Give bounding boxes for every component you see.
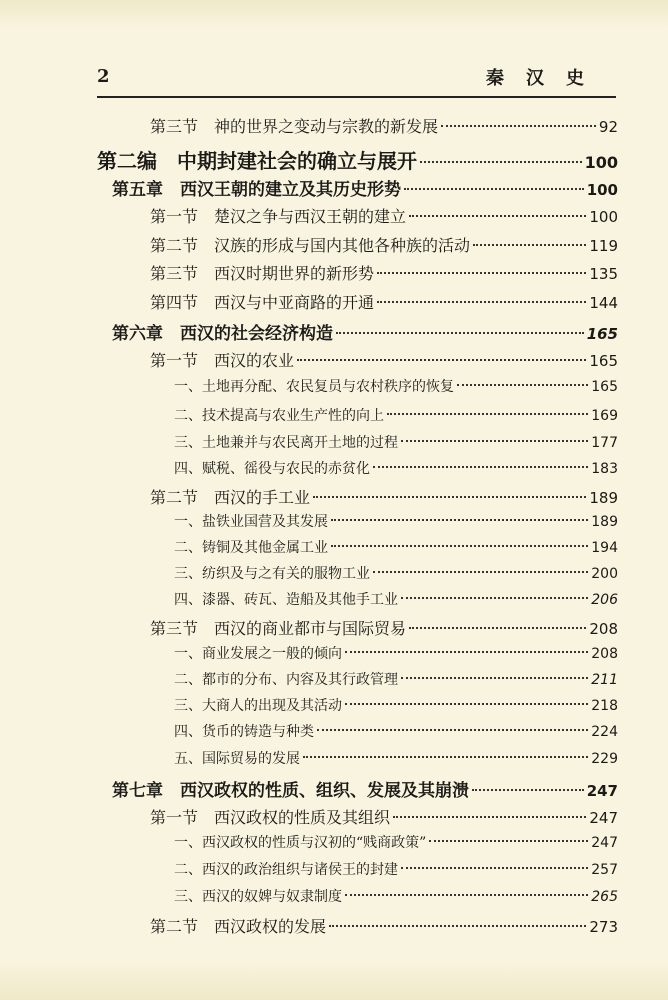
toc-entry-label: 二、西汉的政治组织与诸侯王的封建 xyxy=(174,862,398,878)
toc-entry-page: 208 xyxy=(589,620,618,638)
toc-entry-label: 三、纺织及与之有关的服物工业 xyxy=(174,566,370,582)
toc-entry-label: 三、土地兼并与农民离开土地的过程 xyxy=(174,435,398,451)
toc-entry-page: 257 xyxy=(591,862,618,878)
dot-leader xyxy=(377,301,586,303)
toc-entry-page: 100 xyxy=(589,208,618,226)
toc-entry-page: 208 xyxy=(591,646,618,662)
toc-entry-item[interactable] xyxy=(174,376,618,396)
toc-entry-page: 189 xyxy=(591,514,618,530)
toc-entry-page: 183 xyxy=(591,461,618,477)
page-number: 2 xyxy=(97,66,110,87)
dot-leader xyxy=(401,677,588,679)
toc-entry-section[interactable] xyxy=(150,805,618,828)
toc-entry-page: 169 xyxy=(591,408,618,424)
toc-entry-label: 三、大商人的出现及其活动 xyxy=(174,698,342,714)
dot-leader xyxy=(401,867,588,869)
toc-entry-item[interactable] xyxy=(174,695,618,715)
toc-entry-section[interactable] xyxy=(150,290,618,313)
dot-leader xyxy=(331,545,588,547)
toc-entry-page: 100 xyxy=(586,181,618,199)
dot-leader xyxy=(345,894,588,896)
dot-leader xyxy=(441,125,596,127)
toc-entry-label: 第三节 西汉的商业都市与国际贸易 xyxy=(150,619,407,638)
toc-entry-label: 五、国际贸易的发展 xyxy=(174,751,300,767)
toc-entry-label: 四、赋税、徭役与农民的赤贫化 xyxy=(174,461,370,477)
toc-entry-label: 一、商业发展之一般的倾向 xyxy=(174,646,342,662)
page-top-edge xyxy=(0,0,668,28)
dot-leader xyxy=(373,571,588,573)
toc-entry-page: 119 xyxy=(589,237,618,255)
dot-leader xyxy=(401,597,588,599)
toc-entry-item[interactable] xyxy=(174,537,618,557)
toc-entry-label: 第二编 中期封建社会的确立与展开 xyxy=(97,149,417,173)
toc-entry-page: 211 xyxy=(591,672,618,688)
toc-entry-chapter[interactable] xyxy=(112,319,618,344)
toc-entry-page: 135 xyxy=(589,265,618,283)
toc-entry-label: 四、漆器、砖瓦、造船及其他手工业 xyxy=(174,592,398,608)
toc-entry-item[interactable] xyxy=(174,859,618,879)
toc-entry-item[interactable] xyxy=(174,589,618,609)
toc-entry-page: 200 xyxy=(591,566,618,582)
toc-entry-item[interactable] xyxy=(174,458,618,478)
dot-leader xyxy=(317,729,588,731)
toc-entry-label: 第一节 西汉政权的性质及其组织 xyxy=(150,808,391,827)
dot-leader xyxy=(472,789,584,791)
book-title: 秦汉史 xyxy=(486,68,606,89)
toc-entry-label: 第一节 楚汉之争与西汉王朝的建立 xyxy=(150,207,407,226)
header-rule xyxy=(97,96,616,98)
toc-entry-item[interactable] xyxy=(174,832,618,852)
toc-entry-section[interactable] xyxy=(150,616,618,639)
toc-entry-section[interactable] xyxy=(150,348,618,371)
toc-entry-section[interactable] xyxy=(150,485,618,508)
dot-leader xyxy=(387,413,588,415)
toc-entry-label: 第一节 西汉的农业 xyxy=(150,351,295,370)
toc-entry-page: 206 xyxy=(591,592,618,608)
toc-entry-item[interactable] xyxy=(174,432,618,452)
toc-entry-page: 224 xyxy=(591,724,618,740)
toc-entry-label: 一、盐铁业国营及其发展 xyxy=(174,514,328,530)
toc-entry-page: 194 xyxy=(591,540,618,556)
toc-entry-label: 第六章 西汉的社会经济构造 xyxy=(112,324,333,344)
toc-entry-item[interactable] xyxy=(174,721,618,741)
dot-leader xyxy=(345,703,588,705)
toc-entry-label: 二、都市的分布、内容及其行政管理 xyxy=(174,672,398,688)
dot-leader xyxy=(409,627,586,629)
toc-entry-page: 100 xyxy=(584,153,618,172)
toc-entry-page: 177 xyxy=(591,435,618,451)
toc-entry-section[interactable] xyxy=(150,261,618,284)
toc-entry-item[interactable] xyxy=(174,405,618,425)
toc-entry-label: 第二节 西汉的手工业 xyxy=(150,488,311,507)
toc-entry-page: 165 xyxy=(586,325,618,343)
toc-entry-page: 144 xyxy=(589,294,618,312)
page-bottom-edge xyxy=(0,960,668,1000)
toc-entry-item[interactable] xyxy=(174,563,618,583)
toc-entry-page: 273 xyxy=(589,918,618,936)
dot-leader xyxy=(404,188,584,190)
toc-entry-label: 四、货币的铸造与种类 xyxy=(174,724,314,740)
toc-entry-label: 第二节 西汉政权的发展 xyxy=(150,917,327,936)
toc-entry-page: 218 xyxy=(591,698,618,714)
dot-leader xyxy=(313,496,586,498)
toc-entry-page: 165 xyxy=(591,379,618,395)
toc-entry-page: 189 xyxy=(589,489,618,507)
running-header xyxy=(97,60,616,94)
toc-entry-label: 第五章 西汉王朝的建立及其历史形势 xyxy=(112,180,401,200)
dot-leader xyxy=(373,466,588,468)
toc-entry-label: 一、土地再分配、农民复员与农村秩序的恢复 xyxy=(174,379,454,395)
toc-entry-section[interactable] xyxy=(150,914,618,937)
toc-entry-label: 第三节 西汉时期世界的新形势 xyxy=(150,264,375,283)
toc-entry-page: 229 xyxy=(591,751,618,767)
toc-entry-label: 第七章 西汉政权的性质、组织、发展及其崩溃 xyxy=(112,781,469,801)
toc-entry-page: 92 xyxy=(598,118,618,136)
toc-entry-section[interactable] xyxy=(150,114,618,137)
toc-entry-section[interactable] xyxy=(150,204,618,227)
dot-leader xyxy=(393,816,586,818)
toc-entry-chapter[interactable] xyxy=(112,175,618,200)
toc-entry-item[interactable] xyxy=(174,886,618,906)
dot-leader xyxy=(345,651,588,653)
dot-leader xyxy=(331,519,588,521)
dot-leader xyxy=(473,244,586,246)
toc-entry-item[interactable] xyxy=(174,748,618,768)
toc-entry-label: 第二节 汉族的形成与国内其他各种族的活动 xyxy=(150,236,471,255)
toc-entry-item[interactable] xyxy=(174,511,618,531)
dot-leader xyxy=(409,215,586,217)
toc-entry-page: 265 xyxy=(591,889,618,905)
dot-leader xyxy=(303,756,588,758)
toc-entry-label: 三、西汉的奴婢与奴隶制度 xyxy=(174,889,342,905)
toc-entry-page: 247 xyxy=(591,835,618,851)
toc-entry-label: 二、技术提高与农业生产性的向上 xyxy=(174,408,384,424)
dot-leader xyxy=(420,161,582,163)
dot-leader xyxy=(429,840,588,842)
toc-entry-page: 165 xyxy=(589,352,618,370)
toc-entry-item[interactable] xyxy=(174,643,618,663)
toc-entry-label: 一、西汉政权的性质与汉初的“贱商政策” xyxy=(174,835,427,851)
dot-leader xyxy=(329,925,586,927)
toc-entry-page: 247 xyxy=(589,809,618,827)
toc-entry-label: 二、铸铜及其他金属工业 xyxy=(174,540,328,556)
dot-leader xyxy=(336,332,584,334)
toc-entry-label: 第四节 西汉与中亚商路的开通 xyxy=(150,293,375,312)
dot-leader xyxy=(457,384,588,386)
toc-entry-part[interactable] xyxy=(97,145,618,174)
dot-leader xyxy=(401,440,588,442)
toc-entry-chapter[interactable] xyxy=(112,776,618,801)
dot-leader xyxy=(297,359,586,361)
dot-leader xyxy=(377,272,586,274)
toc-entry-item[interactable] xyxy=(174,669,618,689)
toc-entry-page: 247 xyxy=(586,782,618,800)
toc-entry-section[interactable] xyxy=(150,233,618,256)
toc-entry-label: 第三节 神的世界之变动与宗教的新发展 xyxy=(150,117,439,136)
